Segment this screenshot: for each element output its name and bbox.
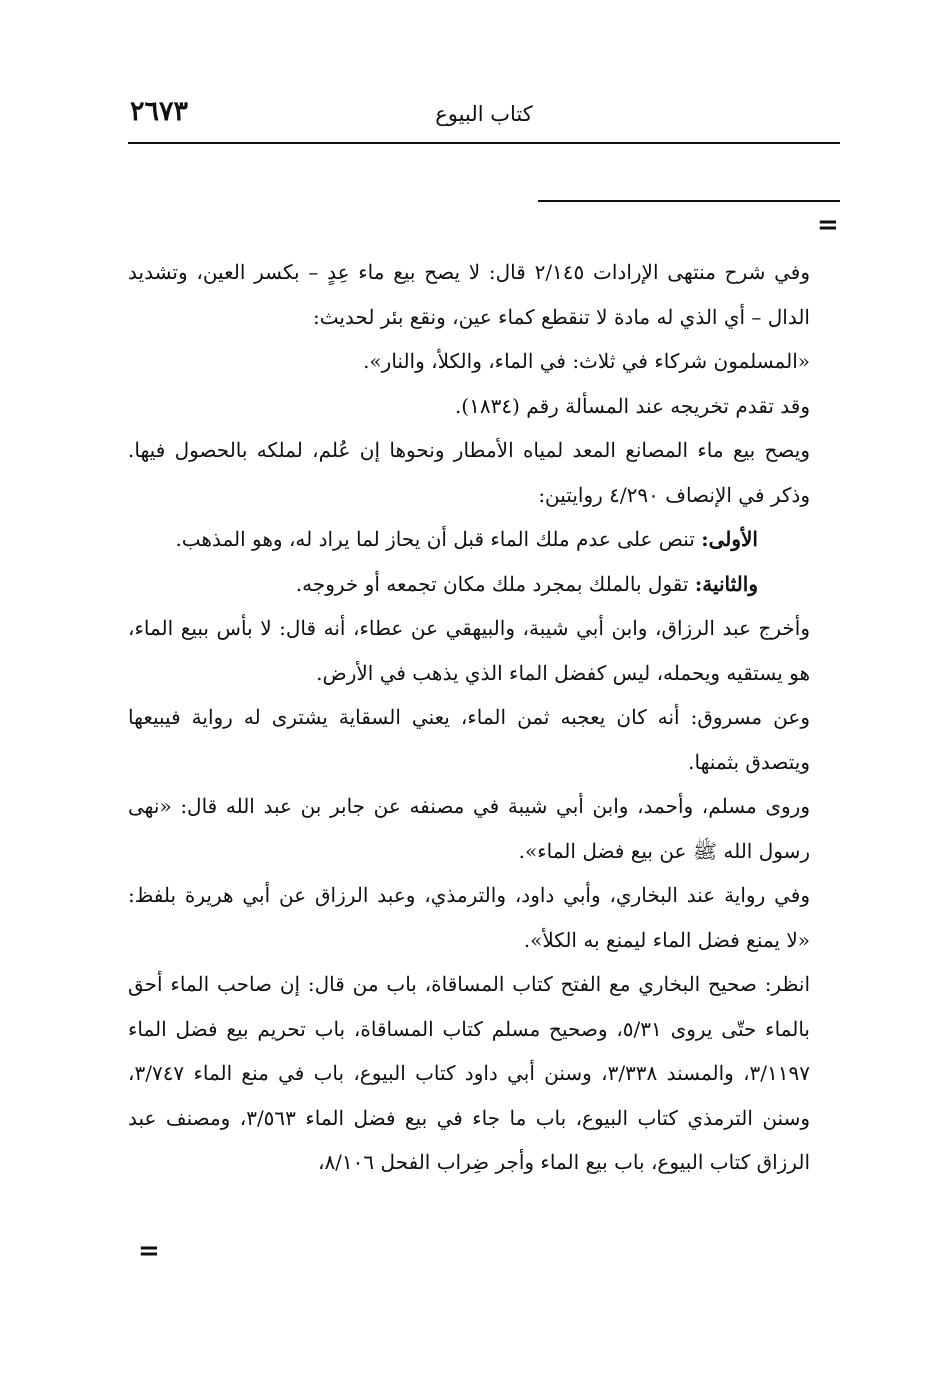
first-narration-text: تنص على عدم ملك الماء قبل أن يحاز لما يراد له، وهو المذهب.: [175, 527, 702, 551]
paragraph-sharh-muntaha: وفي شرح منتهى الإرادات ٢/١٤٥ قال: لا يصح بيع ماء عِدٍ – بكسر العين، وتشديد الدال – أي الذي له مادة لا تنقطع كماء عين، ونقع بئر لحديث:: [128, 260, 810, 329]
paragraph-cisterns: ويصح بيع ماء المصانع المعد لمياه الأمطار ونحوها إن عُلم، لملكه بالحصول فيها. وذكر في الإنصاف ٤/٢٩٠ روايتين:: [128, 438, 810, 507]
page-header: [128, 92, 840, 144]
paragraph-takhrij-reference: وقد تقدم تخريجه عند المسألة رقم (١٨٣٤).: [454, 393, 810, 418]
second-narration-text: تقول بالملك بمجرد ملك مكان تجمعه أو خروجه.: [295, 571, 695, 596]
footnote-body: [128, 250, 810, 1185]
running-title: كتاب البيوع: [435, 102, 533, 126]
second-narration-label: والثانية:: [694, 571, 758, 596]
first-narration-label: الأولى:: [701, 527, 758, 551]
paragraph-hadith-partners: «المسلمون شركاء في ثلاث: في الماء، والكلأ، والنار».: [363, 349, 810, 373]
continuation-mark-top: =: [817, 210, 839, 240]
page-number: ٢٦٧٣: [130, 96, 189, 127]
paragraph-references: انظر: صحيح البخاري مع الفتح كتاب المساقاة، باب من قال: إن صاحب الماء أحق بالماء حتّى يروى ٥/٣١، وصحيح مسلم كتاب المساقاة، باب تحريم بيع فضل الماء ٣/١١٩٧، والمسند ٣/٣٣٨، وسنن أبي داود كتاب البيوع، باب في منع الماء ٣/٧٤٧، وسنن الترمذي كتاب البيوع، باب ما جاء في بيع فضل الماء ٣/٥٦٣، ومصنف عبد الرزاق كتاب البيوع، باب بيع الماء وأجر ضِراب الفحل ٨/١٠٦،: [128, 972, 810, 1174]
paragraph-ata-report: وأخرج عبد الرزاق، وابن أبي شيبة، والبيهقي عن عطاء، أنه قال: لا بأس ببيع الماء، هو يستقيه ويحمله، ليس كفضل الماء الذي يذهب في الأرض.: [128, 616, 810, 685]
paragraph-second-narration: [128, 562, 810, 607]
paragraph-first-narration: [128, 517, 810, 562]
continuation-mark-bottom: =: [138, 1236, 160, 1266]
paragraph-masruq-report: وعن مسروق: أنه كان يعجبه ثمن الماء، يعني السقاية يشترى له رواية فيبيعها ويتصدق بثمنها.: [128, 705, 810, 774]
paragraph-abu-hurayra-hadith: وفي رواية عند البخاري، وأبي داود، والترمذي، وعبد الرزاق عن أبي هريرة بلفظ: «لا يمنع فضل الماء ليمنع به الكلأ».: [128, 883, 810, 952]
paragraph-jabir-hadith: وروى مسلم، وأحمد، وابن أبي شيبة في مصنفه عن جابر بن عبد الله قال: «نهى رسول الله ﷺ عن بيع فضل الماء».: [128, 794, 810, 863]
footnote-separator: [538, 200, 840, 202]
